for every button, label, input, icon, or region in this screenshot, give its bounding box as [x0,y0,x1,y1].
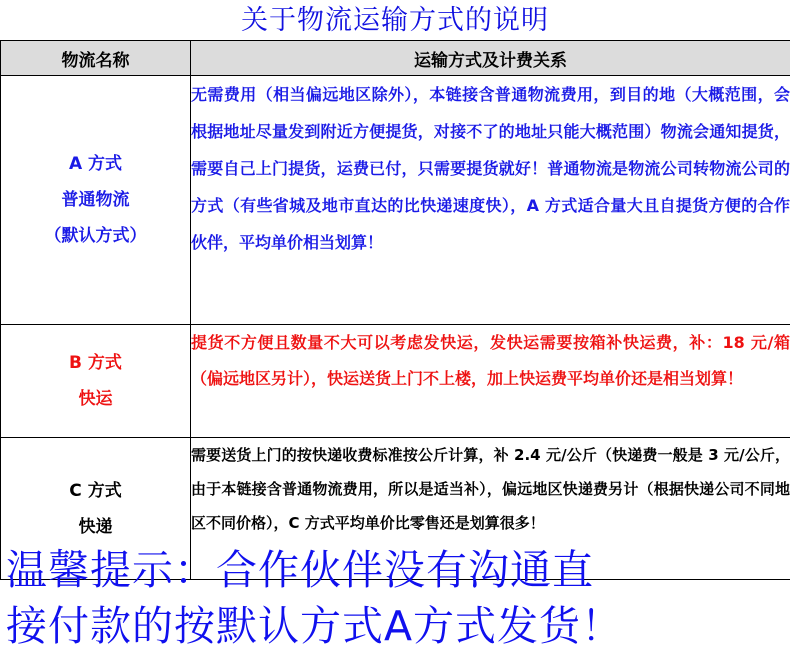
method-a-line1: A 方式 [68,154,123,174]
method-b-line2: 快运 [78,389,113,409]
table-row [1,325,790,438]
table-header-row [1,41,790,76]
logistics-table [0,40,790,580]
method-c-line1: C 方式 [69,480,122,501]
method-name-a [1,76,191,325]
header-description: 运输方式及计费关系 [191,41,790,76]
method-name-b [1,325,191,438]
page-title: 关于物流运输方式的说明 [241,5,549,36]
method-b-line1: B 方式 [69,353,122,373]
warm-tip [6,542,790,654]
method-a-line3: （默认方式） [44,226,147,246]
method-c-line2: 快递 [78,516,113,537]
method-a-description: 无需费用（相当偏远地区除外），本链接含普通物流费用，到目的地（大概范围，会根据地址尽量发到附近方便提货，对接不了的地址只能大概范围）物流会通知提货，需要自己上门提货，运费已付，只需要提货就好！普通物流是物流公司转物流公司的方式（有些省城及地市直达的比快递速度快），A 方式适合量大且自提货方便的合作伙伴，平均单价相当划算！ [191,76,790,325]
method-c-description: 需要送货上门的按快递收费标准按公斤计算，补 2.4 元/公斤（快递费一般是 3 元/公斤，由于本链接含普通物流费用，所以是适当补），偏远地区快递费另计（根据快递公司不同地区不同价格），C 方式平均单价比零售还是划算很多！ [191,438,790,580]
warm-tip-line2: 接付款的按默认方式A方式发货！ [6,602,624,650]
method-a-line2: 普通物流 [61,190,130,210]
warm-tip-line1: 温馨提示：合作伙伴没有沟通直 [6,546,594,594]
header-name: 物流名称 [1,41,191,76]
table-row [1,76,790,325]
method-b-description: 提货不方便且数量不大可以考虑发快运，发快运需要按箱补快运费，补：18 元/箱（偏远地区另计），快运送货上门不上楼，加上快运费平均单价还是相当划算！ [191,325,790,438]
